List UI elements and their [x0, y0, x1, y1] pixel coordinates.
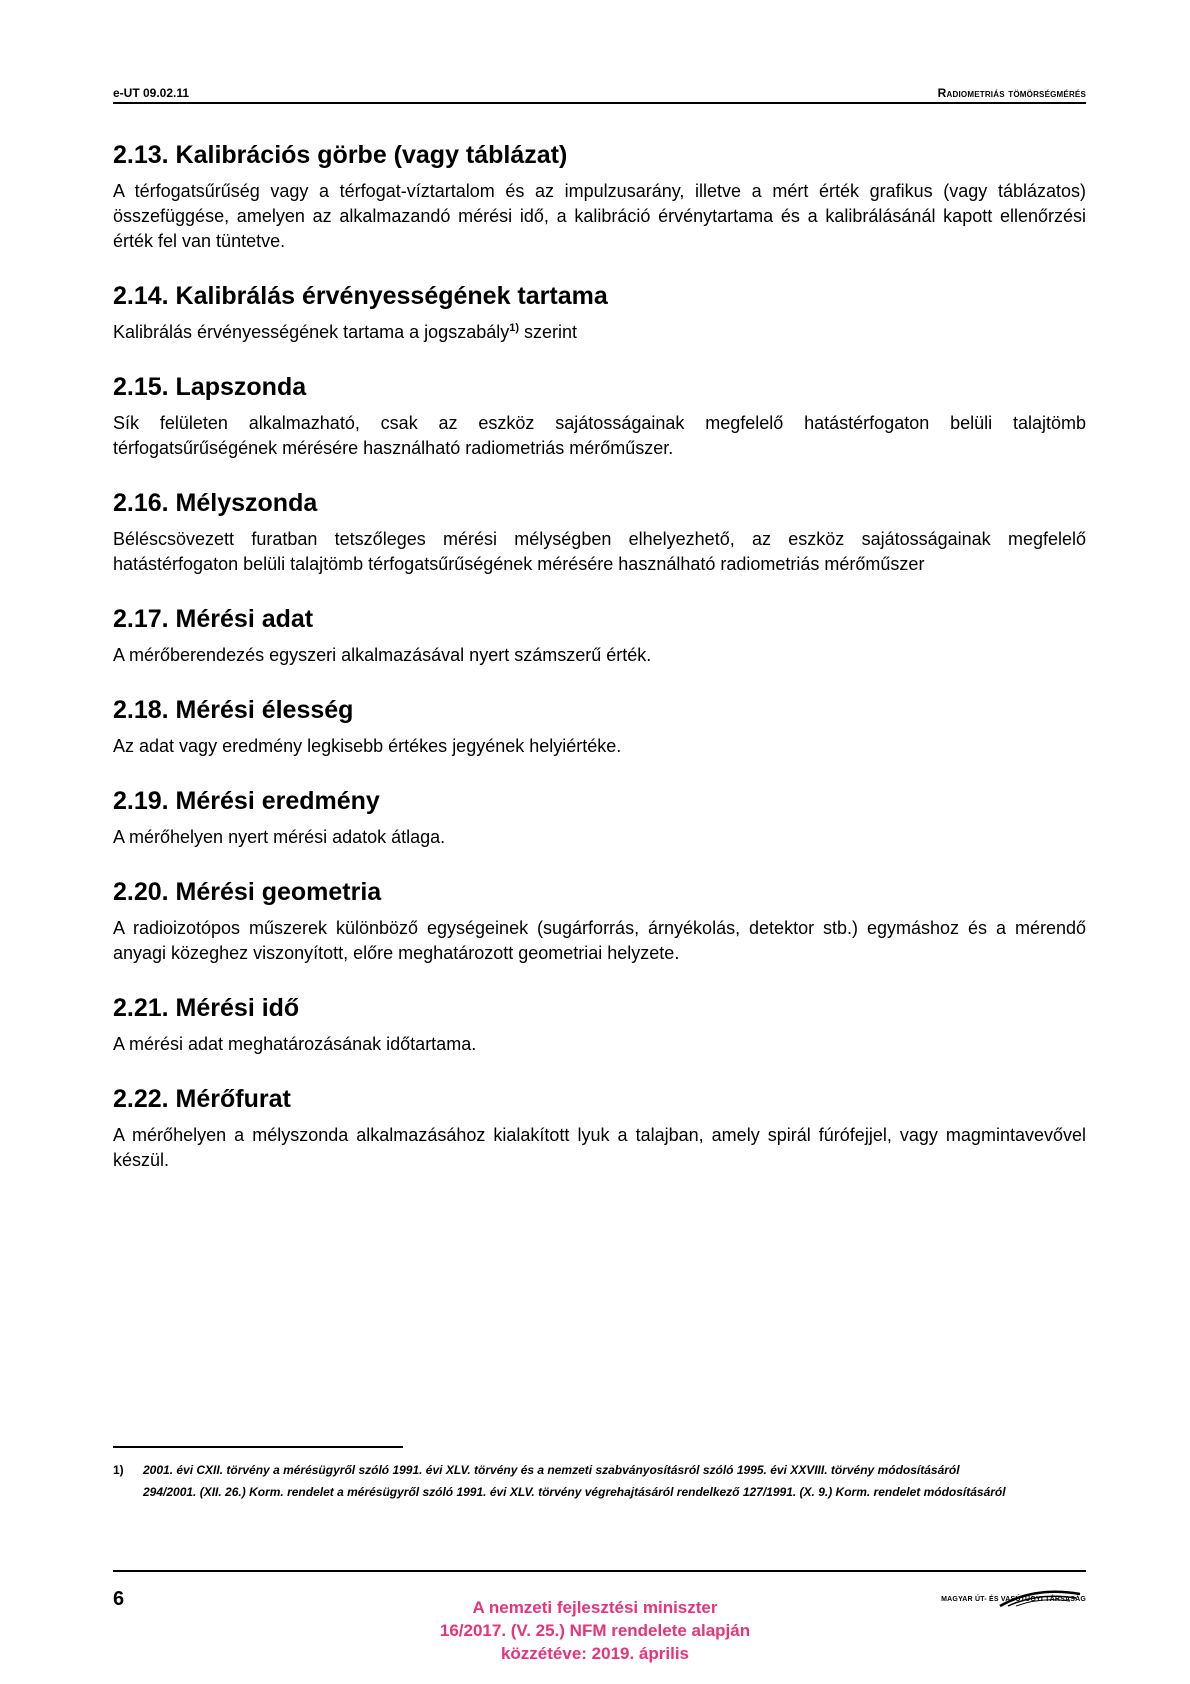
- section-heading: 2.17. Mérési adat: [113, 605, 314, 633]
- footnote-item: [113, 1484, 1086, 1500]
- document-title: Radiometriás tömörségmérés: [937, 86, 1086, 100]
- section-2-20: [113, 877, 1086, 966]
- section-heading: 2.19. Mérési eredmény: [113, 787, 380, 815]
- section-paragraph: Béléscsövezett furatban tetszőleges mérési mélységben elhelyezhető, az eszköz sajátosságainak megfelelő hatástérfogaton belüli talajtömb térfogatsűrűségének mérésére használható radiometriás mérőműszer: [113, 529, 1086, 574]
- section-heading: 2.20. Mérési geometria: [113, 878, 382, 906]
- section-heading: 2.22. Mérőfurat: [113, 1085, 291, 1113]
- footnotes: [113, 1462, 1086, 1506]
- section-2-17: [113, 604, 1086, 668]
- section-heading: 2.13. Kalibrációs görbe (vagy táblázat): [113, 141, 568, 169]
- section-2-14: [113, 281, 1086, 345]
- publication-notice: [430, 1596, 760, 1665]
- section-2-13: [113, 140, 1086, 254]
- section-paragraph: A mérőberendezés egyszeri alkalmazásával nyert számszerű érték.: [113, 645, 652, 665]
- section-heading: 2.15. Lapszonda: [113, 373, 307, 401]
- section-heading: 2.14. Kalibrálás érvényességének tartama: [113, 282, 608, 310]
- footnote-text: 294/2001. (XII. 26.) Korm. rendelet a mérésügyről szóló 1991. évi XLV. törvény végrehajtásáról rendelkező 127/1991. (X. 9.) Korm. rendelet módosításáról: [143, 1485, 1006, 1499]
- section-paragraph: A mérési adat meghatározásának időtartama.: [113, 1034, 477, 1054]
- footnote-text: 2001. évi CXII. törvény a mérésügyről szóló 1991. évi XLV. törvény és a nemzeti szabványosításról szóló 1995. évi XXVIII. törvény módosításáról: [143, 1463, 960, 1477]
- footnote-divider: [113, 1446, 403, 1448]
- section-paragraph: [113, 320, 1086, 345]
- section-heading: 2.16. Mélyszonda: [113, 489, 318, 517]
- section-paragraph: A mérőhelyen nyert mérési adatok átlaga.: [113, 827, 446, 847]
- paragraph-text: Kalibrálás érvényességének tartama a jogszabály: [113, 322, 510, 342]
- page-number: 6: [113, 1588, 125, 1610]
- publication-line: közzétéve: 2019. április: [500, 1644, 690, 1663]
- header-divider: [113, 102, 1086, 104]
- section-paragraph: A mérőhelyen a mélyszonda alkalmazásához kialakított lyuk a talajban, amely spirál fúrófejjel, vagy magmintavevővel készül.: [113, 1125, 1086, 1170]
- section-2-19: [113, 786, 1086, 850]
- section-2-18: [113, 695, 1086, 759]
- section-paragraph: Az adat vagy eredmény legkisebb értékes jegyének helyiértéke.: [113, 736, 622, 756]
- section-heading: 2.18. Mérési élesség: [113, 696, 354, 724]
- section-2-22: [113, 1084, 1086, 1173]
- section-paragraph: A térfogatsűrűség vagy a térfogat-víztartalom és az impulzusarány, illetve a mért érték grafikus (vagy táblázatos) összefüggése, amelyen az alkalmazandó mérési idő, a kalibráció érvénytartama és a kalibrálásánál kapott ellenőrzési érték fel van tüntetve.: [113, 181, 1086, 251]
- publication-line: 16/2017. (V. 25.) NFM rendelete alapján: [439, 1621, 751, 1640]
- section-2-21: [113, 993, 1086, 1057]
- main-content: [113, 140, 1086, 1200]
- section-2-16: [113, 488, 1086, 577]
- section-paragraph: Sík felületen alkalmazható, csak az eszköz sajátosságainak megfelelő hatástérfogaton belüli talajtömb térfogatsűrűségének mérésére használható radiometriás mérőműszer.: [113, 413, 1086, 458]
- footnote-marker: 1): [113, 1463, 124, 1477]
- logo-caption: MAGYAR ÚT- ÉS VASÚTÜGYI TÁRSASÁG: [941, 1596, 1086, 1603]
- publication-line: A nemzeti fejlesztési miniszter: [472, 1598, 718, 1617]
- footnote-reference[interactable]: 1): [509, 322, 520, 334]
- paragraph-text: szerint: [519, 322, 578, 342]
- section-heading: 2.21. Mérési idő: [113, 994, 300, 1022]
- footer-divider: [113, 1570, 1086, 1572]
- section-paragraph: A radioizotópos műszerek különböző egységeinek (sugárforrás, árnyékolás, detektor stb.) egymáshoz és a mérendő anyagi közeghez viszonyított, előre meghatározott geometriai helyzete.: [113, 918, 1086, 963]
- footnote-item: [113, 1462, 1086, 1478]
- section-2-15: [113, 372, 1086, 461]
- document-code: e-UT 09.02.11: [113, 86, 190, 100]
